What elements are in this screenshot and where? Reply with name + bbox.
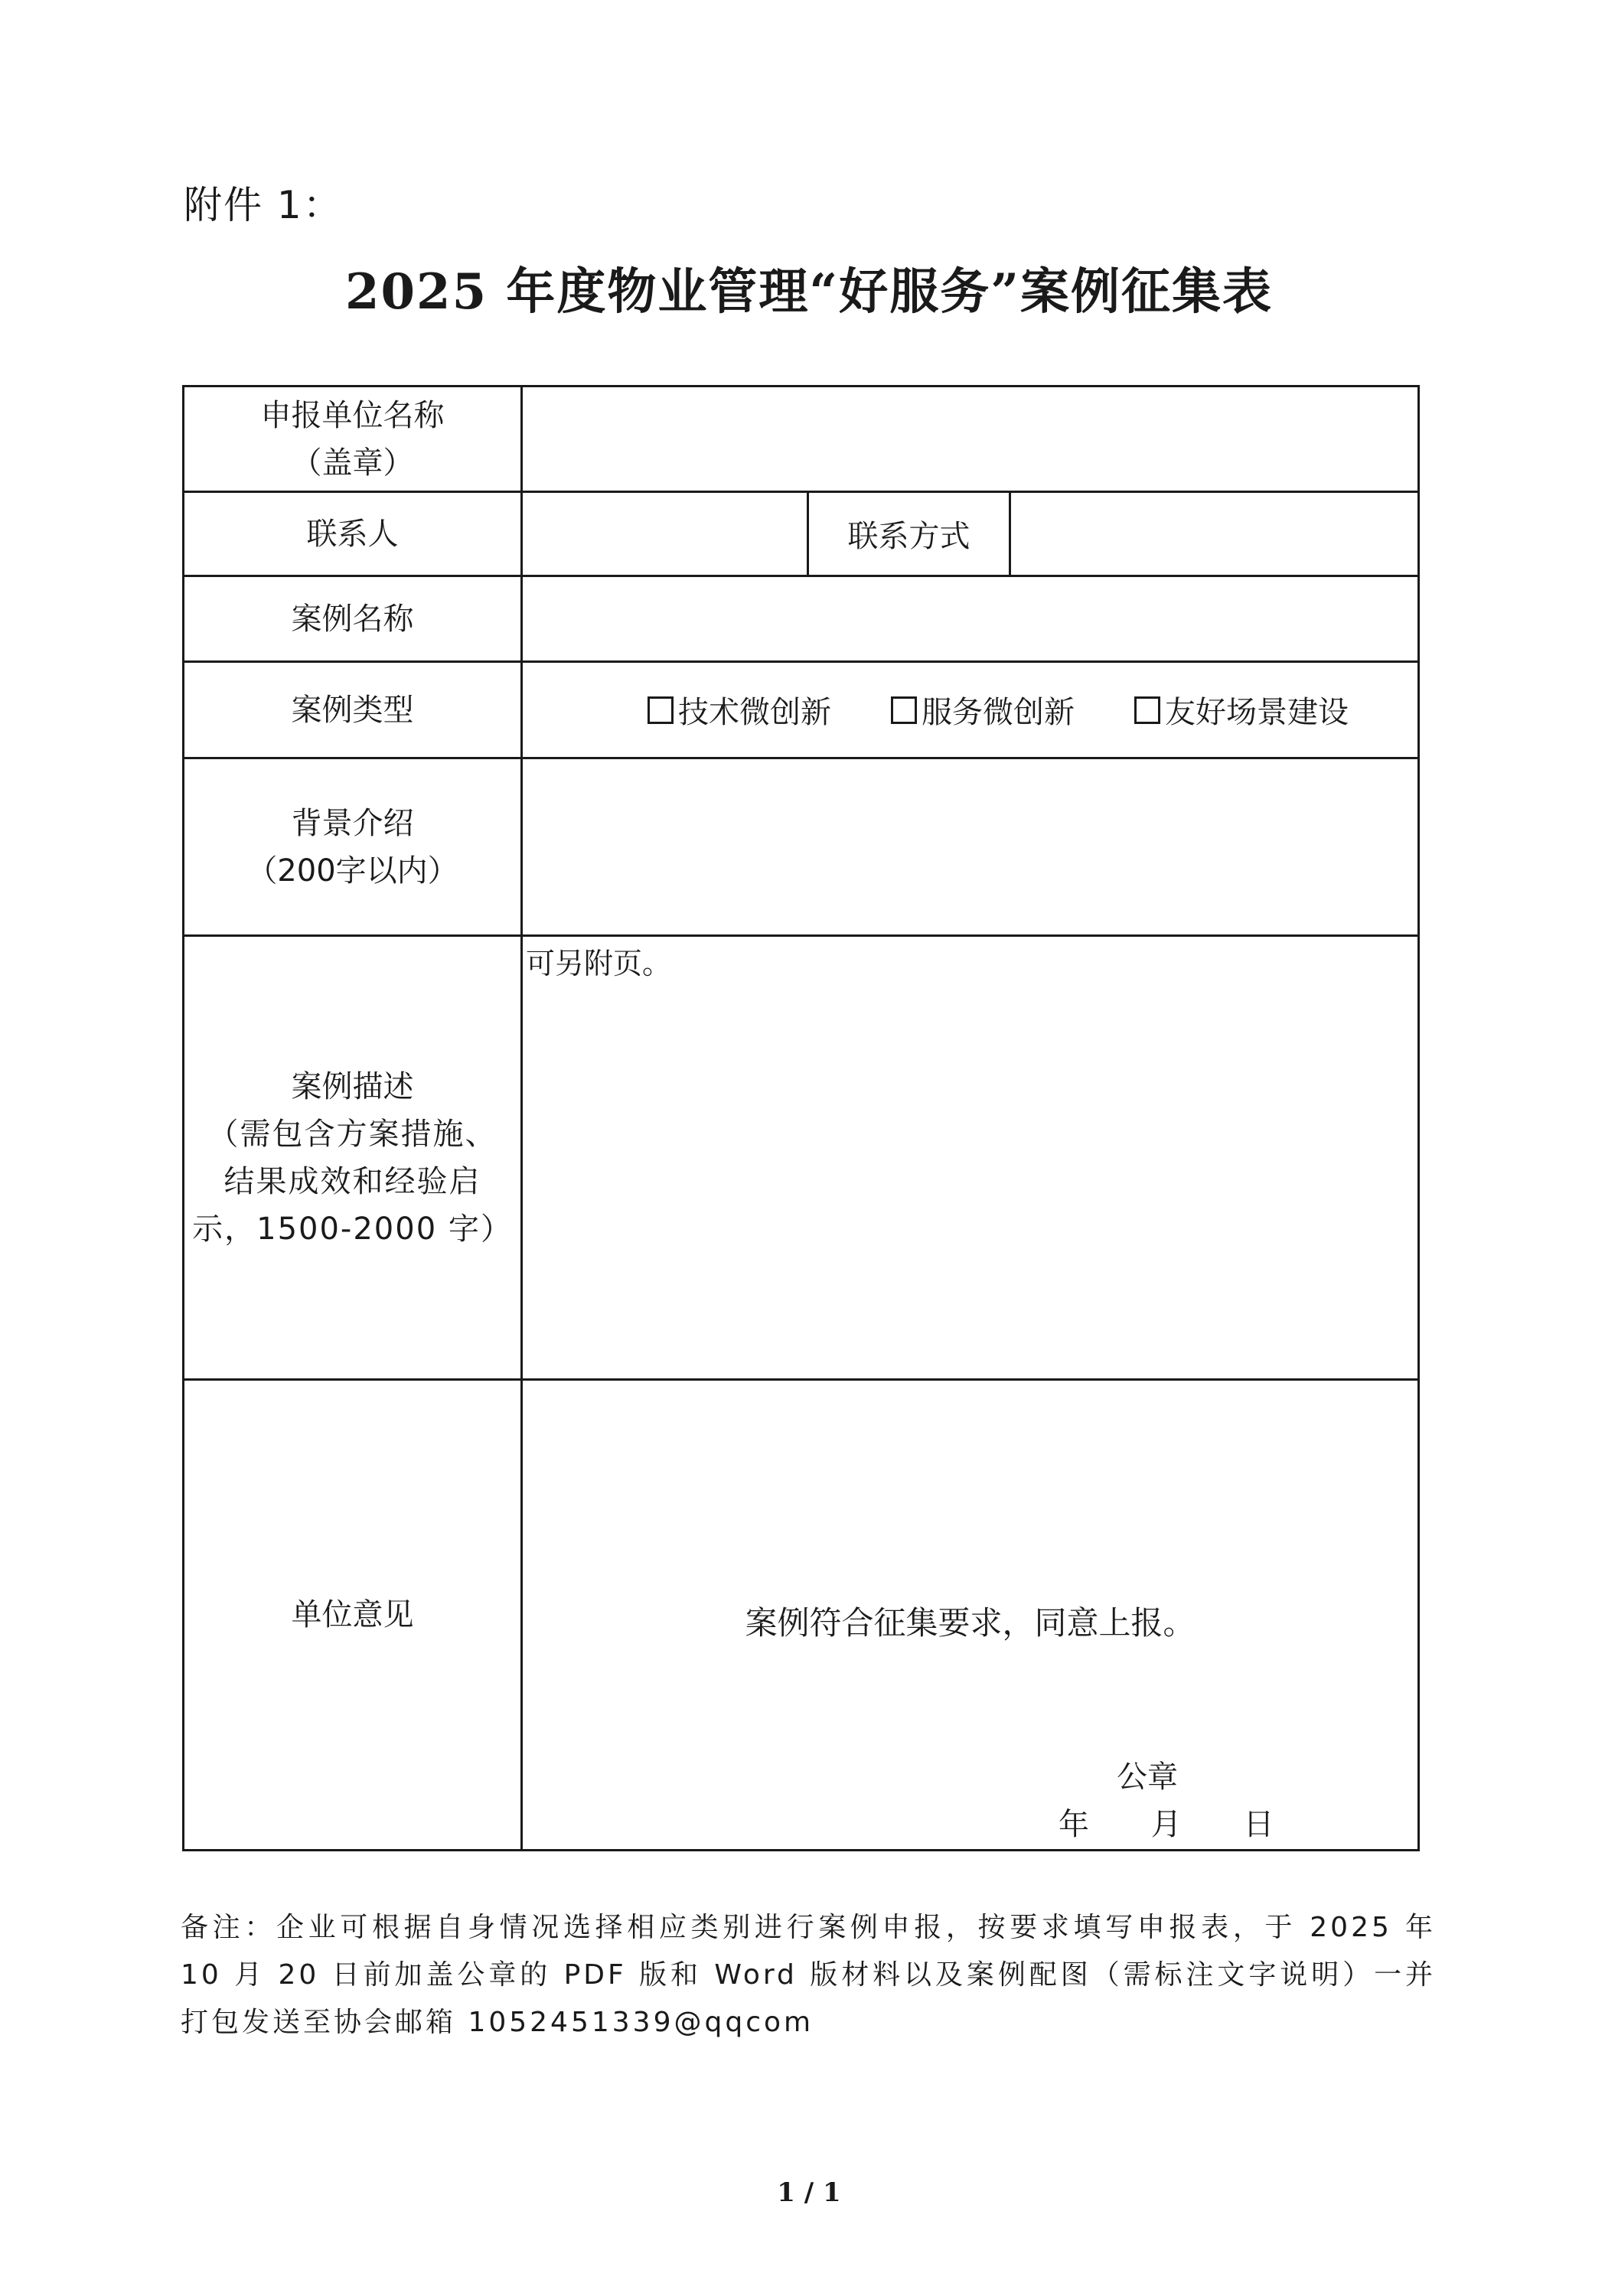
- background-note: （200字以内）: [246, 853, 458, 889]
- checkbox-icon[interactable]: [1134, 696, 1160, 724]
- page-title: 2025 年度物业管理“好服务”案例征集表: [344, 263, 1274, 321]
- opinion-label: 单位意见: [184, 1380, 522, 1851]
- option-service-innovation[interactable]: [891, 688, 1075, 732]
- org-name-label-cell: [184, 386, 522, 492]
- date-month: 月: [1150, 1807, 1182, 1842]
- contact-method-field[interactable]: [1010, 492, 1419, 576]
- background-label-cell: [184, 758, 522, 936]
- background-field[interactable]: [522, 758, 1419, 936]
- contact-field[interactable]: [522, 492, 808, 576]
- case-name-field[interactable]: [522, 576, 1419, 662]
- opinion-statement: 案例符合征集要求，同意上报。: [745, 1604, 1196, 1642]
- page-number: 1 / 1: [777, 2177, 841, 2208]
- description-hint: 可另附页。: [526, 947, 672, 980]
- application-form: [182, 385, 1420, 1851]
- contact-method-label: 联系方式: [808, 492, 1010, 576]
- seal-label: 公章: [1117, 1760, 1178, 1795]
- description-note-line: 结果成效和经验启: [223, 1163, 481, 1199]
- org-name-note: （盖章）: [291, 445, 414, 481]
- option-label: 友好场景建设: [1165, 695, 1349, 730]
- checkbox-icon[interactable]: [891, 696, 917, 724]
- org-name-field[interactable]: [522, 386, 1419, 492]
- case-type-label: 案例类型: [184, 662, 522, 758]
- description-label: 案例描述: [291, 1068, 414, 1104]
- case-name-label: 案例名称: [184, 576, 522, 662]
- opinion-field[interactable]: [522, 1380, 1419, 1851]
- date-year: 年: [1059, 1807, 1089, 1842]
- description-note-line: 示，1500-2000 字）: [192, 1211, 513, 1247]
- description-field[interactable]: [522, 936, 1419, 1380]
- option-label: 服务微创新: [922, 695, 1075, 730]
- attachment-label: 附件 1：: [184, 183, 343, 227]
- option-friendly-scene[interactable]: [1134, 688, 1349, 732]
- option-tech-innovation[interactable]: [648, 688, 831, 732]
- case-type-options: [522, 662, 1419, 758]
- background-label: 背景介绍: [291, 805, 414, 841]
- description-label-cell: [184, 936, 522, 1380]
- contact-label: 联系人: [184, 492, 522, 576]
- checkbox-icon[interactable]: [648, 696, 674, 724]
- date-line: [1059, 1800, 1326, 1844]
- footnote: 备注：企业可根据自身情况选择相应类别进行案例申报，按要求填写申报表，于 2025 年 10 月 20 日前加盖公章的 PDF 版和 Word 版材料以及案例配图（需标注文字说明）一并打包发送至协会邮箱 1052451339@qqcom: [181, 1912, 1436, 2038]
- option-label: 技术微创新: [678, 695, 831, 730]
- description-note-line: （需包含方案措施、: [207, 1116, 497, 1152]
- org-name-label: 申报单位名称: [260, 397, 445, 433]
- date-day: 日: [1243, 1807, 1274, 1842]
